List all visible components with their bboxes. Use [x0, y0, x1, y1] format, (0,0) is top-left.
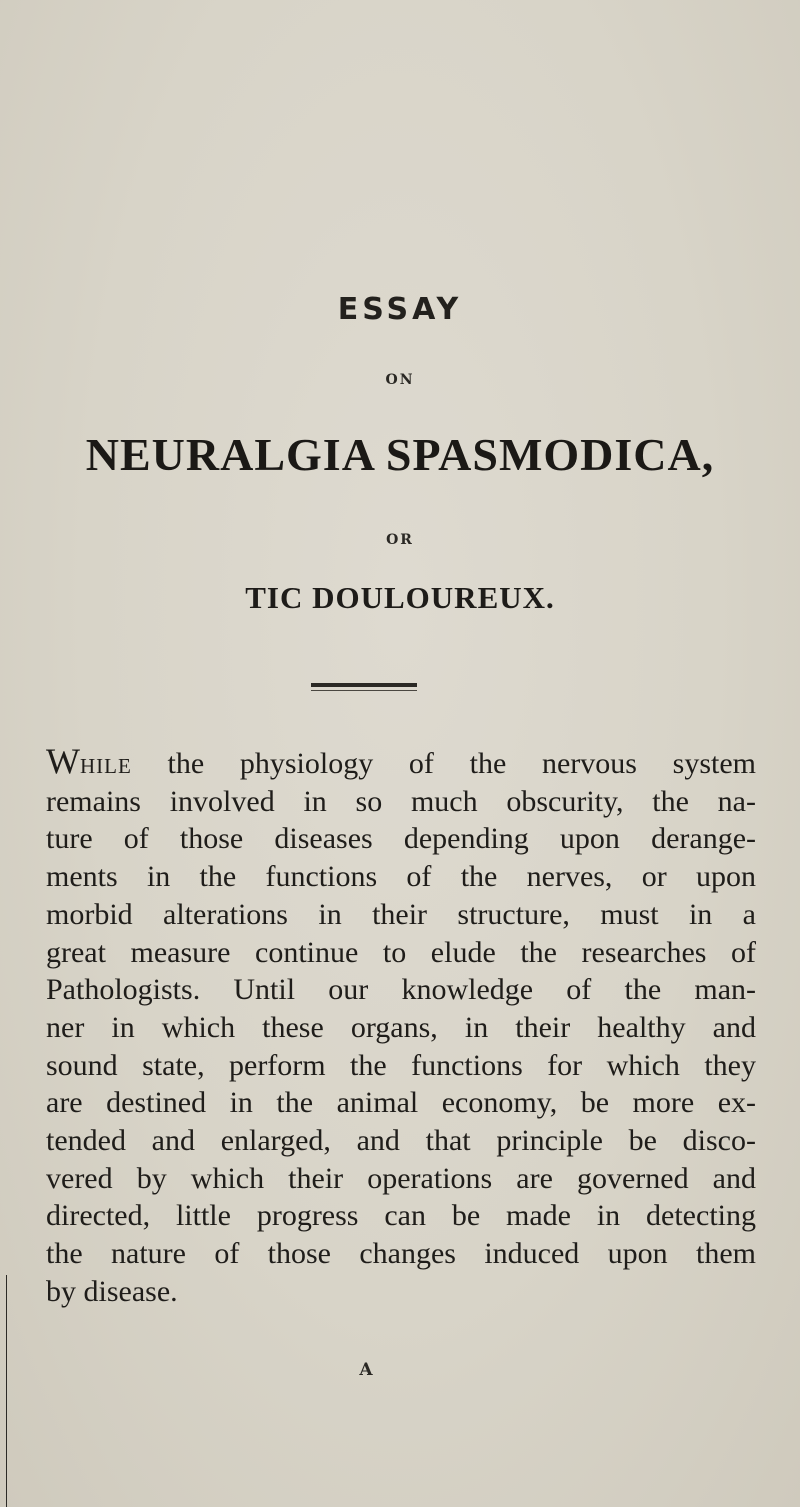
body-line: ments in the functions of the nerves, or upon [46, 860, 756, 894]
body-paragraph [46, 743, 756, 1311]
body-line: directed, little progress can be made in detecting [46, 1199, 756, 1233]
initial-letter: W [46, 741, 80, 781]
binding-edge-line [6, 1275, 7, 1507]
body-line: ture of those diseases depending upon derange- [46, 822, 756, 856]
body-line: sound state, perform the functions for which they [46, 1048, 756, 1082]
title-connector-or: OR [386, 532, 414, 548]
body-line: vered by which their operations are governed and [46, 1161, 756, 1195]
body-line: morbid alterations in their structure, must in a [46, 897, 756, 931]
title-heading: ESSAY [337, 292, 463, 327]
first-word-rest: hile [79, 747, 132, 780]
subtitle: TIC DOULOUREUX. [245, 580, 555, 615]
body-line-last: by disease. [46, 1274, 178, 1308]
signature-mark: A [359, 1360, 373, 1380]
body-line: Pathologists. Until our knowledge of the man- [46, 973, 756, 1007]
body-line: are destined in the animal economy, be more ex- [46, 1086, 756, 1120]
body-line-1 [46, 743, 756, 783]
body-line: remains involved in so much obscurity, the na- [46, 784, 756, 818]
title-connector-on: ON [385, 372, 415, 388]
body-line: great measure continue to elude the researches of [46, 935, 756, 969]
main-title: NEURALGIA SPASMODICA, [85, 429, 715, 480]
body-line: the nature of those changes induced upon them [46, 1237, 756, 1271]
title-rule-thick [311, 683, 417, 687]
title-rule-thin [311, 690, 417, 691]
body-line-text: the physiology of the nervous system [131, 747, 756, 780]
body-line: ner in which these organs, in their healthy and [46, 1010, 756, 1044]
body-line: tended and enlarged, and that principle be disco- [46, 1124, 756, 1158]
